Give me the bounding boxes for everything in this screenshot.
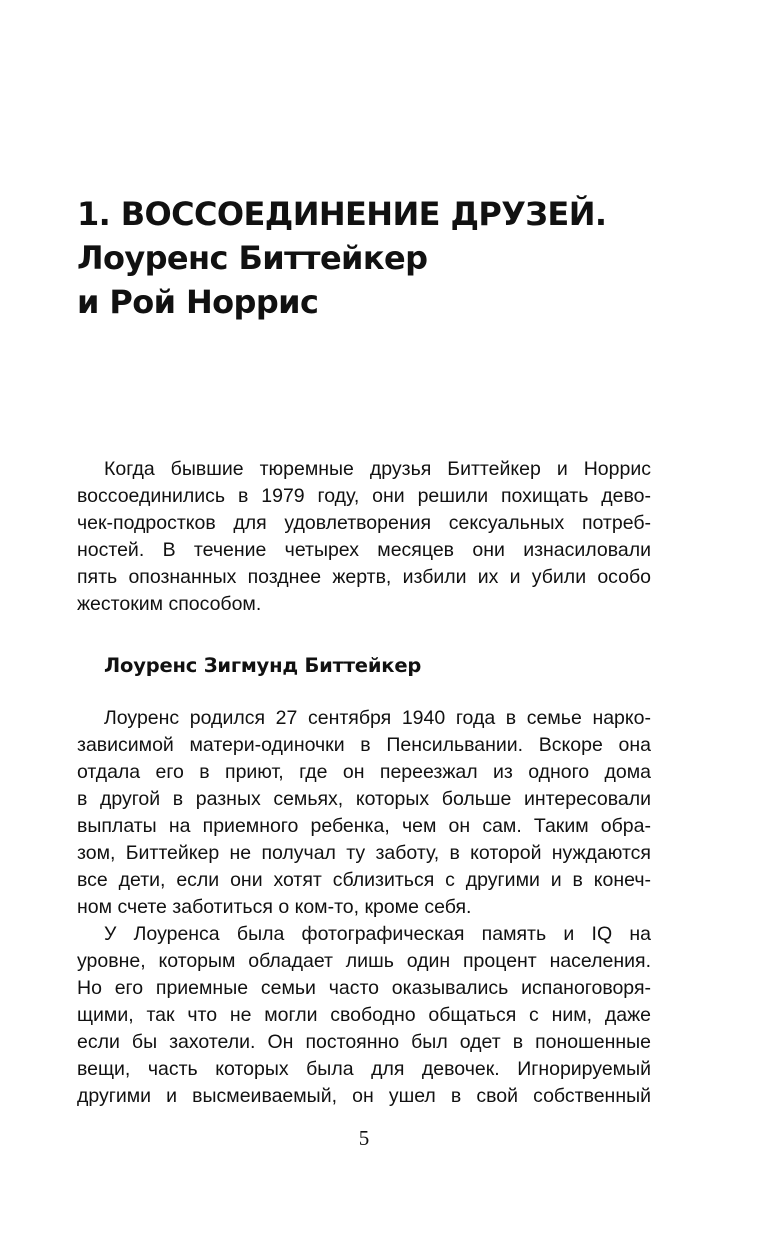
paragraph-line: в другой в разных семьях, которых больше интересовали	[77, 788, 651, 810]
section-heading: Лоуренс Зигмунд Биттейкер	[104, 654, 422, 677]
book-page	[77, 0, 651, 1240]
chapter-title-line-2: Лоуренс Биттейкер	[77, 239, 428, 277]
chapter-title-line-3: и Рой Норрис	[77, 283, 319, 321]
paragraph-line: отдала его в приют, где он переезжал из одного дома	[77, 761, 651, 783]
intro-line: Когда бывшие тюремные друзья Биттейкер и Норрис	[104, 458, 651, 480]
intro-line: чек-подростков для удовлетворения сексуальных потреб-	[77, 512, 651, 534]
paragraph-line: если бы захотели. Он постоянно был одет в поношенные	[77, 1031, 651, 1053]
intro-line: воссоединились в 1979 году, они решили похищать дево-	[77, 485, 651, 507]
page-number: 5	[358, 1126, 370, 1150]
body-paragraph-2	[77, 921, 651, 1110]
paragraph-line: вещи, часть которых была для девочек. Игнорируемый	[77, 1058, 651, 1080]
paragraph-line: ном счете заботиться о ком-то, кроме себя.	[77, 896, 472, 918]
paragraph-line: зом, Биттейкер не получал ту заботу, в которой нуждаются	[77, 842, 651, 864]
body-paragraph-1	[77, 705, 651, 921]
intro-line: жестоким способом.	[77, 593, 262, 615]
paragraph-line: уровне, которым обладает лишь один процент населения.	[77, 950, 651, 972]
paragraph-line: Лоуренс родился 27 сентября 1940 года в семье нарко-	[104, 707, 651, 729]
chapter-title	[77, 192, 651, 324]
paragraph-line: другими и высмеиваемый, он ушел в свой собственный	[77, 1085, 651, 1107]
paragraph-line: Но его приемные семьи часто оказывались испаноговоря-	[77, 977, 651, 999]
intro-paragraph	[77, 456, 651, 618]
intro-line: ностей. В течение четырех месяцев они изнасиловали	[77, 539, 651, 561]
chapter-title-line-1: 1. ВОССОЕДИНЕНИЕ ДРУЗЕЙ.	[77, 195, 607, 233]
paragraph-line: зависимой матери-одиночки в Пенсильвании. Вскоре она	[77, 734, 651, 756]
paragraph-line: У Лоуренса была фотографическая память и IQ на	[104, 923, 651, 945]
paragraph-line: выплаты на приемного ребенка, чем он сам. Таким обра-	[77, 815, 651, 837]
paragraph-line: щими, так что не могли свободно общаться с ним, даже	[77, 1004, 651, 1026]
intro-line: пять опознанных позднее жертв, избили их и убили особо	[77, 566, 651, 588]
paragraph-line: все дети, если они хотят сблизиться с другими и в конеч-	[77, 869, 651, 891]
